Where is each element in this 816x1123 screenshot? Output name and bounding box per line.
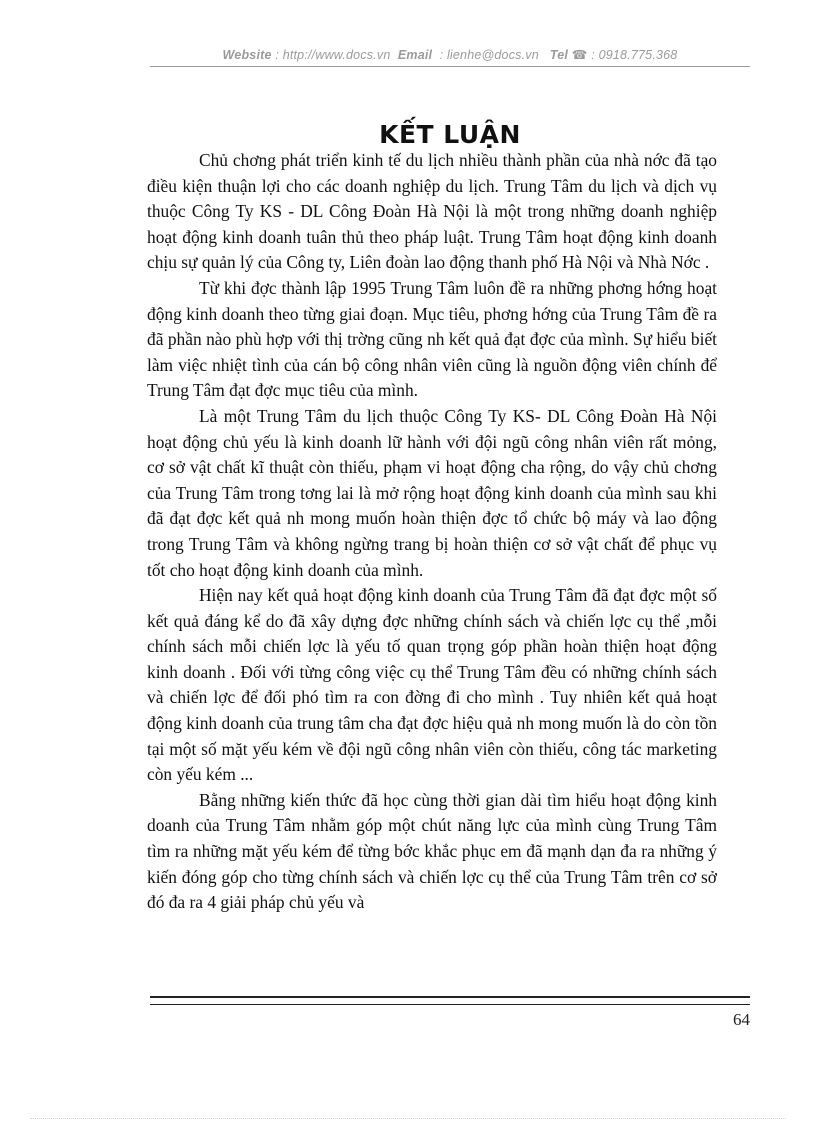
tel-value: ☎ : 0918.775.368 (571, 48, 678, 62)
tel-label: Tel (549, 48, 569, 62)
paragraph: Bằng những kiến thức đã học cùng thời gian dài tìm hiểu hoạt động kinh doanh của Trung Tâm nhằm góp một chút năng lực của mình cùng Trung Tâm tìm ra những mặt yếu kém để từng bớc khắc phục em đã mạnh dạn đa ra những ý kiến đóng góp cho từng chính sách và chiến lợc cụ thể của Trung Tâm trên cơ sở đó đa ra 4 giải pháp chủ yếu và (147, 789, 717, 913)
document-title: KẾT LUẬN (379, 120, 521, 149)
document-body (147, 148, 717, 916)
footer-divider (150, 996, 750, 1005)
header-divider (150, 66, 750, 67)
paragraph: Chủ chơng phát triển kinh tế du lịch nhiều thành phần của nhà nớc đã tạo điều kiện thuận lợi cho các doanh nghiệp du lịch. Trung Tâm du lịch và dịch vụ thuộc Công Ty KS - DL Công Đoàn Hà Nội là một trong những doanh nghiệp hoạt động kinh doanh tuân thủ theo pháp luật. Trung Tâm hoạt động kinh doanh chịu sự quản lý của Công ty, Liên đoàn lao động thanh phố Hà Nội và Nhà Nớc . (147, 150, 717, 273)
website-value: : http://www.docs.vn (275, 48, 391, 62)
paragraph: Từ khi đợc thành lập 1995 Trung Tâm luôn đề ra những phơng hớng hoạt động kinh doanh theo từng giai đoạn. Mục tiêu, phơng hớng của Trung Tâm đề ra đã phần nào phù hợp với thị trờng cũng nh kết quả đạt đợc của mình. Sự hiểu biết làm việc nhiệt tình của cán bộ công nhân viên cũng là nguồn động viên chính để Trung Tâm đạt đợc mục tiêu của mình. (147, 277, 717, 401)
email-value: : lienhe@docs.vn (439, 48, 539, 62)
page-header (150, 47, 750, 62)
paragraph: Hiện nay kết quả hoạt động kinh doanh của Trung Tâm đã đạt đợc một số kết quả đáng kể do đã xây dựng đợc những chính sách và chiến lợc cụ thể ,mỗi chính sách mỗi chiến lợc là yếu tố quan trọng góp phần hoàn thiện hoạt động kinh doanh . Đối với từng công việc cụ thể Trung Tâm đều có những chính sách và chiến lợc để đối phó tìm ra con đờng đi cho mình . Tuy nhiên kết quả hoạt động kinh doanh của trung tâm cha đạt đợc hiệu quả nh mong muốn là do còn tồn tại một số mặt yếu kém về đội ngũ công nhân viên còn thiếu, công tác marketing còn yếu kém ... (147, 585, 717, 785)
page-number: 64 (733, 1010, 750, 1029)
paragraph: Là một Trung Tâm du lịch thuộc Công Ty KS- DL Công Đoàn Hà Nội hoạt động chủ yếu là kinh doanh lữ hành với đội ngũ công nhân viên rất mỏng, cơ sở vật chất kĩ thuật còn thiếu, phạm vi hoạt động cha rộng, do vậy chủ chơng của Trung Tâm trong tơng lai là mở rộng hoạt động kinh doanh của mình sau khi đã đạt đợc kết quả nh mong muốn hoàn thiện đợc tổ chức bộ máy và lao động trong Trung Tâm và không ngừng trang bị hoàn thiện cơ sở vật chất để phục vụ tốt cho hoạt động kinh doanh của mình. (147, 405, 717, 580)
email-label: Email (397, 48, 433, 62)
page-edge-divider (30, 1118, 786, 1119)
website-label: Website (222, 48, 272, 62)
